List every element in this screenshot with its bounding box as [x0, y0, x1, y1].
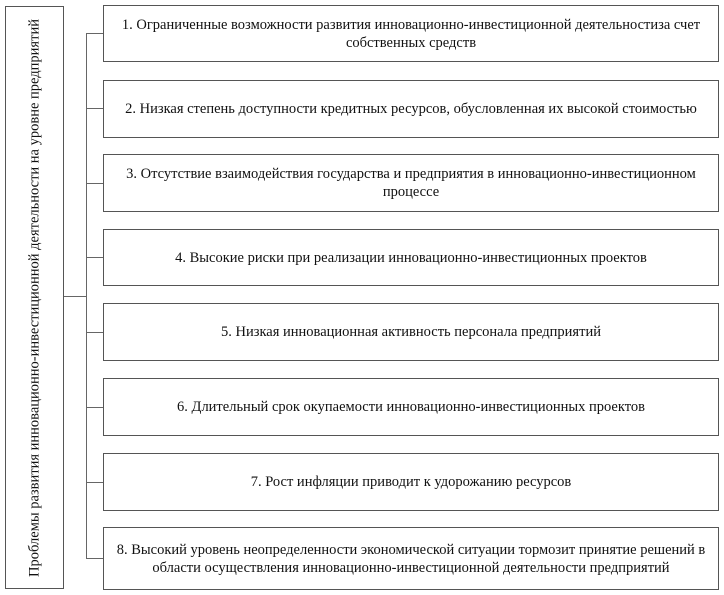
- item-box-2: [103, 80, 719, 138]
- item-text-7: 7. Рост инфляции приводит к удорожанию ресурсов: [250, 474, 572, 490]
- item-text-6: 6. Длительный срок окупаемости инновационно-инвестиционных проектов: [177, 399, 645, 415]
- vertical-trunk: [86, 33, 87, 558]
- item-text-2: 2. Низкая степень доступности кредитных ресурсов, обусловленная их высокой стоимостью: [125, 101, 697, 117]
- branch-7: [86, 482, 103, 483]
- item-box-3: [103, 154, 719, 212]
- item-box-4: [103, 229, 719, 286]
- branch-3: [86, 183, 103, 184]
- item-text-8: 8. Высокий уровень неопределенности экономической ситуации тормозит принятие решений в области осуществления инновационно-инвестиционной деятельности предприятий: [116, 541, 706, 576]
- root-label: Проблемы развития инновационно-инвестиционной деятельности на уровне предприятий: [26, 18, 42, 577]
- branch-2: [86, 108, 103, 109]
- item-box-7: [103, 453, 719, 511]
- branch-6: [86, 407, 103, 408]
- item-text-4: 4. Высокие риски при реализации инновационно-инвестиционных проектов: [175, 249, 647, 266]
- branch-8: [86, 558, 103, 559]
- item-text-1: 1. Ограниченные возможности развития инновационно-инвестиционной деятельностиза счет собственных средств: [121, 16, 701, 51]
- root-box: [5, 6, 64, 589]
- item-box-1: [103, 5, 719, 62]
- branch-5: [86, 332, 103, 333]
- root-connector: [64, 296, 87, 297]
- branch-4: [86, 257, 103, 258]
- item-text-5: 5. Низкая инновационная активность персонала предприятий: [221, 324, 601, 340]
- item-box-5: [103, 303, 719, 361]
- item-box-6: [103, 378, 719, 436]
- item-text-3: 3. Отсутствие взаимодействия государства и предприятия в инновационно-инвестиционном процессе: [126, 166, 696, 200]
- branch-1: [86, 33, 103, 34]
- item-box-8: [103, 527, 719, 590]
